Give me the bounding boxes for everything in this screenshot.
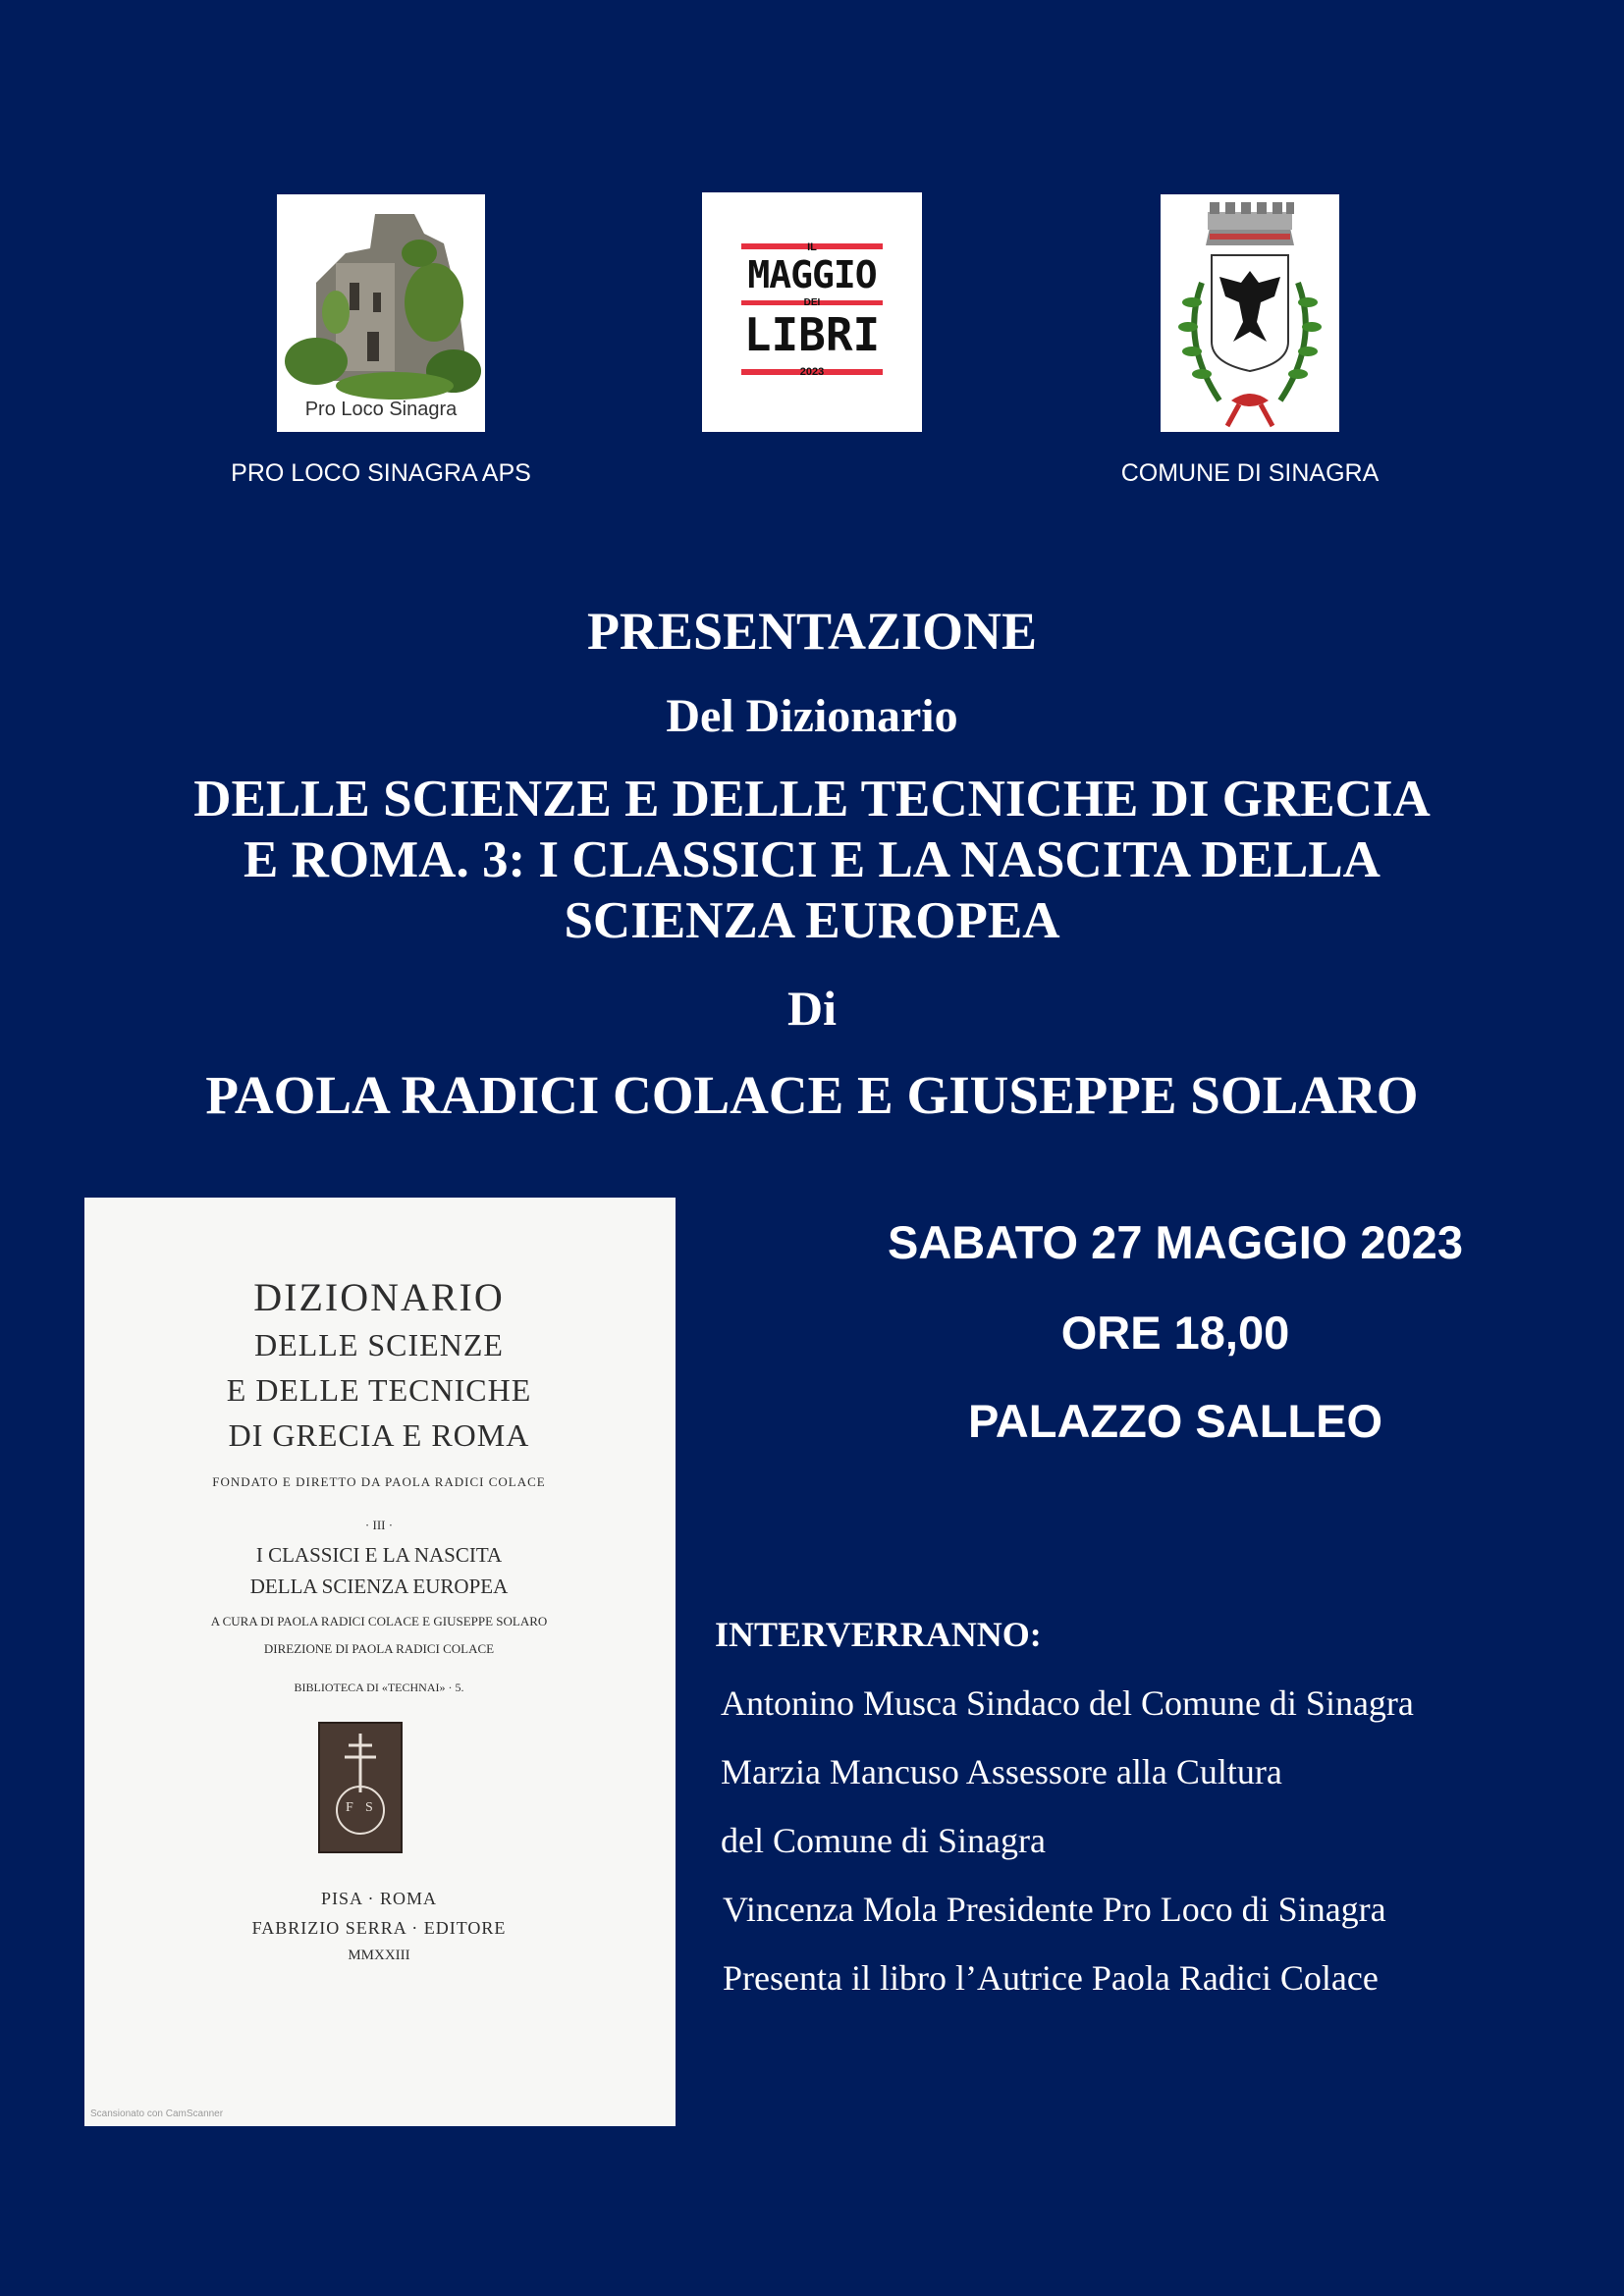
cover-curated: A CURA DI PAOLA RADICI COLACE E GIUSEPPE SOLARO bbox=[210, 1614, 548, 1629]
title-presentazione: PRESENTAZIONE bbox=[586, 602, 1038, 661]
cover-publisher: FABRIZIO SERRA · EDITORE bbox=[251, 1918, 507, 1938]
pro-loco-caption: PRO LOCO SINAGRA APS bbox=[231, 459, 531, 487]
speaker-line: Antonino Musca Sindaco del Comune di Sinagra bbox=[721, 1683, 1414, 1723]
cover-title-1: DIZIONARIO bbox=[253, 1275, 505, 1319]
cover-series: BIBLIOTECA DI «TECHNAI» · 5. bbox=[294, 1681, 464, 1694]
cover-subtitle-2: DELLA SCIENZA EUROPEA bbox=[249, 1575, 509, 1598]
maggio-libri-word: LIBRI bbox=[743, 308, 881, 361]
pro-loco-logo-text: Pro Loco Sinagra bbox=[304, 399, 458, 420]
cover-title-2: DELLE SCIENZE bbox=[254, 1327, 504, 1362]
comune-coat-of-arms bbox=[1161, 194, 1339, 432]
cover-city: PISA · ROMA bbox=[320, 1889, 438, 1908]
coat-of-arms-icon bbox=[1161, 194, 1339, 432]
cover-founded: FONDATO E DIRETTO DA PAOLA RADICI COLACE bbox=[212, 1474, 546, 1489]
maggio-word: MAGGIO bbox=[747, 253, 877, 296]
cover-year: MMXXIII bbox=[348, 1948, 410, 1963]
title-book-line-3: SCIENZA EUROPEA bbox=[564, 892, 1060, 949]
cover-title-3: E DELLE TECNICHE bbox=[226, 1372, 532, 1408]
maggio-il-text: IL bbox=[807, 241, 817, 253]
speaker-line: Presenta il libro l’Autrice Paola Radici Colace bbox=[723, 1958, 1379, 1998]
title-authors: PAOLA RADICI COLACE E GIUSEPPE SOLARO bbox=[205, 1065, 1419, 1125]
maggio-dei-libri-logo bbox=[702, 192, 922, 432]
title-book-line-1: DELLE SCIENZE E DELLE TECNICHE DI GRECIA bbox=[193, 771, 1431, 828]
event-time: ORE 18,00 bbox=[1060, 1307, 1290, 1359]
speaker-line: Vincenza Mola Presidente Pro Loco di Sinagra bbox=[723, 1890, 1386, 1929]
cover-subtitle-1: I CLASSICI E LA NASCITA bbox=[255, 1543, 503, 1567]
event-place: PALAZZO SALLEO bbox=[967, 1395, 1383, 1447]
publisher-cross-icon bbox=[320, 1724, 401, 1851]
castle-ruin-icon bbox=[277, 194, 485, 432]
speaker-line: Marzia Mancuso Assessore alla Cultura bbox=[721, 1752, 1282, 1791]
speaker-line: del Comune di Sinagra bbox=[721, 1821, 1046, 1860]
cover-volume: · III · bbox=[364, 1518, 394, 1532]
camscanner-watermark: Scansionato con CamScanner bbox=[90, 2109, 224, 2119]
event-date: SABATO 27 MAGGIO 2023 bbox=[888, 1216, 1463, 1268]
maggio-year: 2023 bbox=[799, 366, 825, 378]
comune-caption: COMUNE DI SINAGRA bbox=[1120, 459, 1380, 487]
speakers-heading: INTERVERRANNO: bbox=[715, 1615, 1042, 1654]
title-di: Di bbox=[787, 981, 837, 1036]
publisher-mark-s: S bbox=[365, 1800, 373, 1815]
maggio-dei-text: DEI bbox=[803, 297, 821, 308]
cover-title-4: DI GRECIA E ROMA bbox=[228, 1417, 530, 1453]
cover-direction: DIREZIONE DI PAOLA RADICI COLACE bbox=[263, 1641, 495, 1656]
publisher-mark-f: F bbox=[346, 1800, 353, 1815]
publisher-mark bbox=[318, 1722, 403, 1853]
title-book-line-2: E ROMA. 3: I CLASSICI E LA NASCITA DELLA bbox=[244, 831, 1380, 888]
book-cover-image bbox=[84, 1198, 676, 2126]
title-del-dizionario: Del Dizionario bbox=[666, 690, 958, 742]
pro-loco-logo bbox=[277, 194, 485, 432]
